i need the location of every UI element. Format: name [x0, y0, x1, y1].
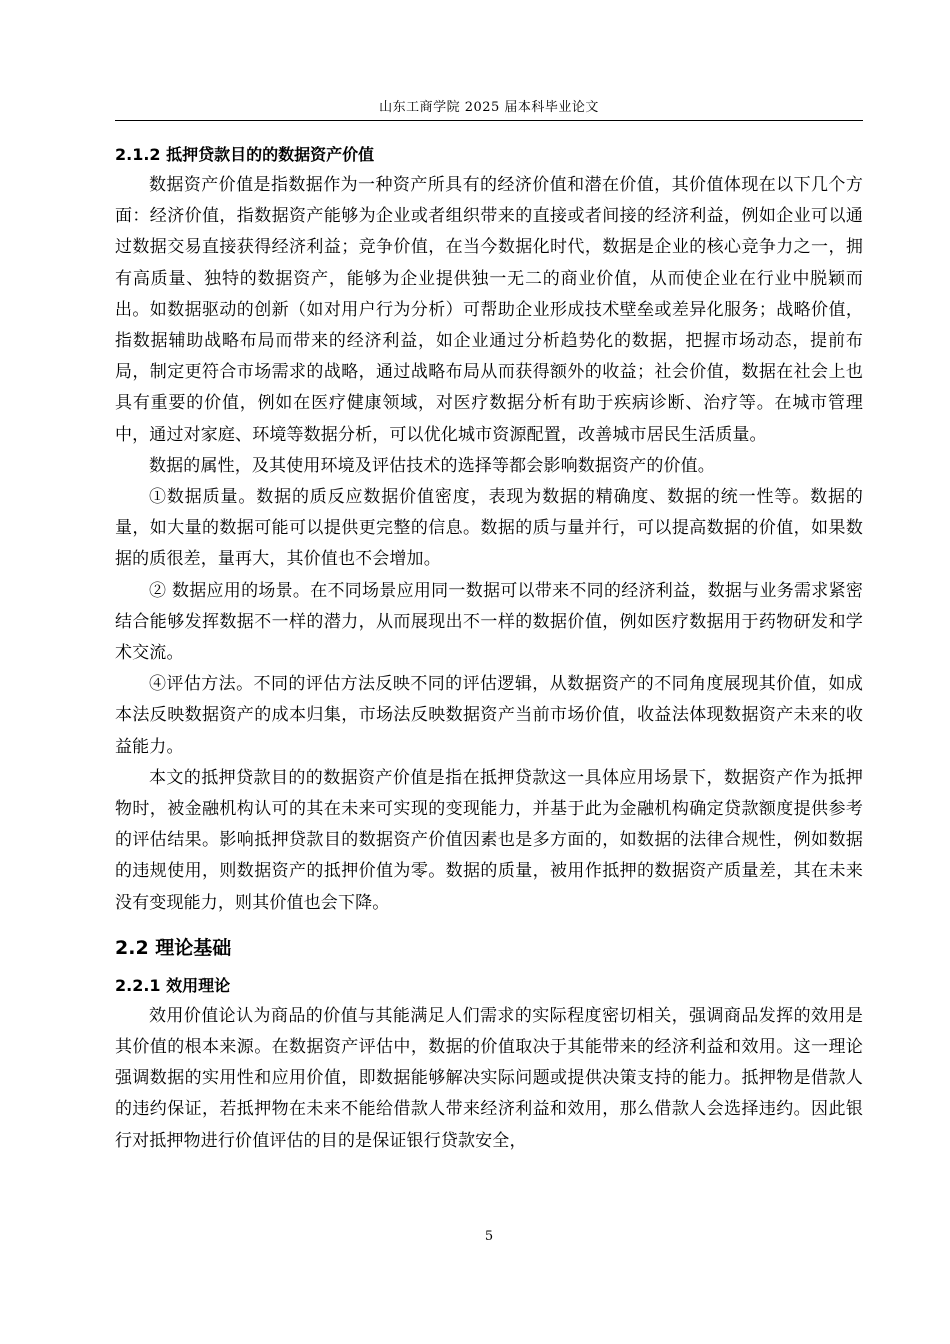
running-header: 山东工商学院 2025 届本科毕业论文 — [379, 100, 599, 115]
paragraph-application-scenario: ② 数据应用的场景。在不同场景应用同一数据可以带来不同的经济利益，数据与业务需求紧密结合能够发挥数据不一样的潜力，从而展现出不一样的数据价值，例如医疗数据用于药物研发和学术交流。 — [115, 580, 863, 664]
paragraph-value-factors: 数据的属性，及其使用环境及评估技术的选择等都会影响数据资产的价值。 — [149, 455, 715, 476]
paragraph-mortgage-value-definition: 本文的抵押贷款目的的数据资产价值是指在抵押贷款这一具体应用场景下，数据资产作为抵押物时，被金融机构认可的其在未来可实现的变现能力，并基于此为金融机构确定贷款额度提供参考的评估结果。影响抵押贷款目的数据资产价值因素也是多方面的，如数据的法律合规性，例如数据的违规使用，则数据资产的抵押价值为零。数据的质量，被用作抵押的数据资产质量差，其在未来没有变现能力，则其价值也会下降。 — [115, 767, 863, 913]
paragraph-utility-theory: 效用价值论认为商品的价值与其能满足人们需求的实际程度密切相关，强调商品发挥的效用是其价值的根本来源。在数据资产评估中，数据的价值取决于其能带来的经济利益和效用。这一理论强调数据的实用性和应用价值，即数据能够解决实际问题或提供决策支持的能力。抵押物是借款人的违约保证，若抵押物在未来不能给借款人带来经济利益和效用，那么借款人会选择违约。因此银行对抵押物进行价值评估的目的是保证银行贷款安全， — [115, 1005, 863, 1151]
paragraph-data-quality: ①数据质量。数据的质反应数据价值密度，表现为数据的精确度、数据的统一性等。数据的量，如大量的数据可能可以提供更完整的信息。数据的质与量并行，可以提高数据的价值，如果数据的质很差，量再大，其价值也不会增加。 — [115, 487, 863, 570]
section-heading-2-1-2: 2.1.2 抵押贷款目的的数据资产价值 — [115, 145, 375, 164]
page-number: 5 — [484, 1229, 494, 1244]
page-body — [115, 140, 863, 1157]
section-heading-2-2: 2.2 理论基础 — [115, 936, 232, 959]
paragraph-data-asset-value: 数据资产价值是指数据作为一种资产所具有的经济价值和潜在价值，其价值体现在以下几个方面：经济价值，指数据资产能够为企业或者组织带来的直接或者间接的经济利益，例如企业可以通过数据交易直接获得经济利益；竞争价值，在当今数据化时代，数据是企业的核心竞争力之一，拥有高质量、独特的数据资产，能够为企业提供独一无二的商业价值，从而使企业在行业中脱颖而出。如数据驱动的创新（如对用户行为分析）可帮助企业形成技术壁垒或差异化服务；战略价值，指数据辅助战略布局而带来的经济利益，如企业通过分析趋势化的数据，把握市场动态，提前布局，制定更符合市场需求的战略，通过战略布局从而获得额外的收益；社会价值，数据在社会上也具有重要的价值，例如在医疗健康领域，对医疗数据分析有助于疾病诊断、治疗等。在城市管理中，通过对家庭、环境等数据分析，可以优化城市资源配置，改善城市居民生活质量。 — [115, 175, 863, 445]
header-rule — [115, 120, 863, 121]
section-heading-2-2-1: 2.2.1 效用理论 — [115, 975, 231, 995]
paragraph-evaluation-method: ④评估方法。不同的评估方法反映不同的评估逻辑，从数据资产的不同角度展现其价值，如成本法反映数据资产的成本归集，市场法反映数据资产当前市场价值，收益法体现数据资产未来的收益能力。 — [115, 674, 863, 757]
